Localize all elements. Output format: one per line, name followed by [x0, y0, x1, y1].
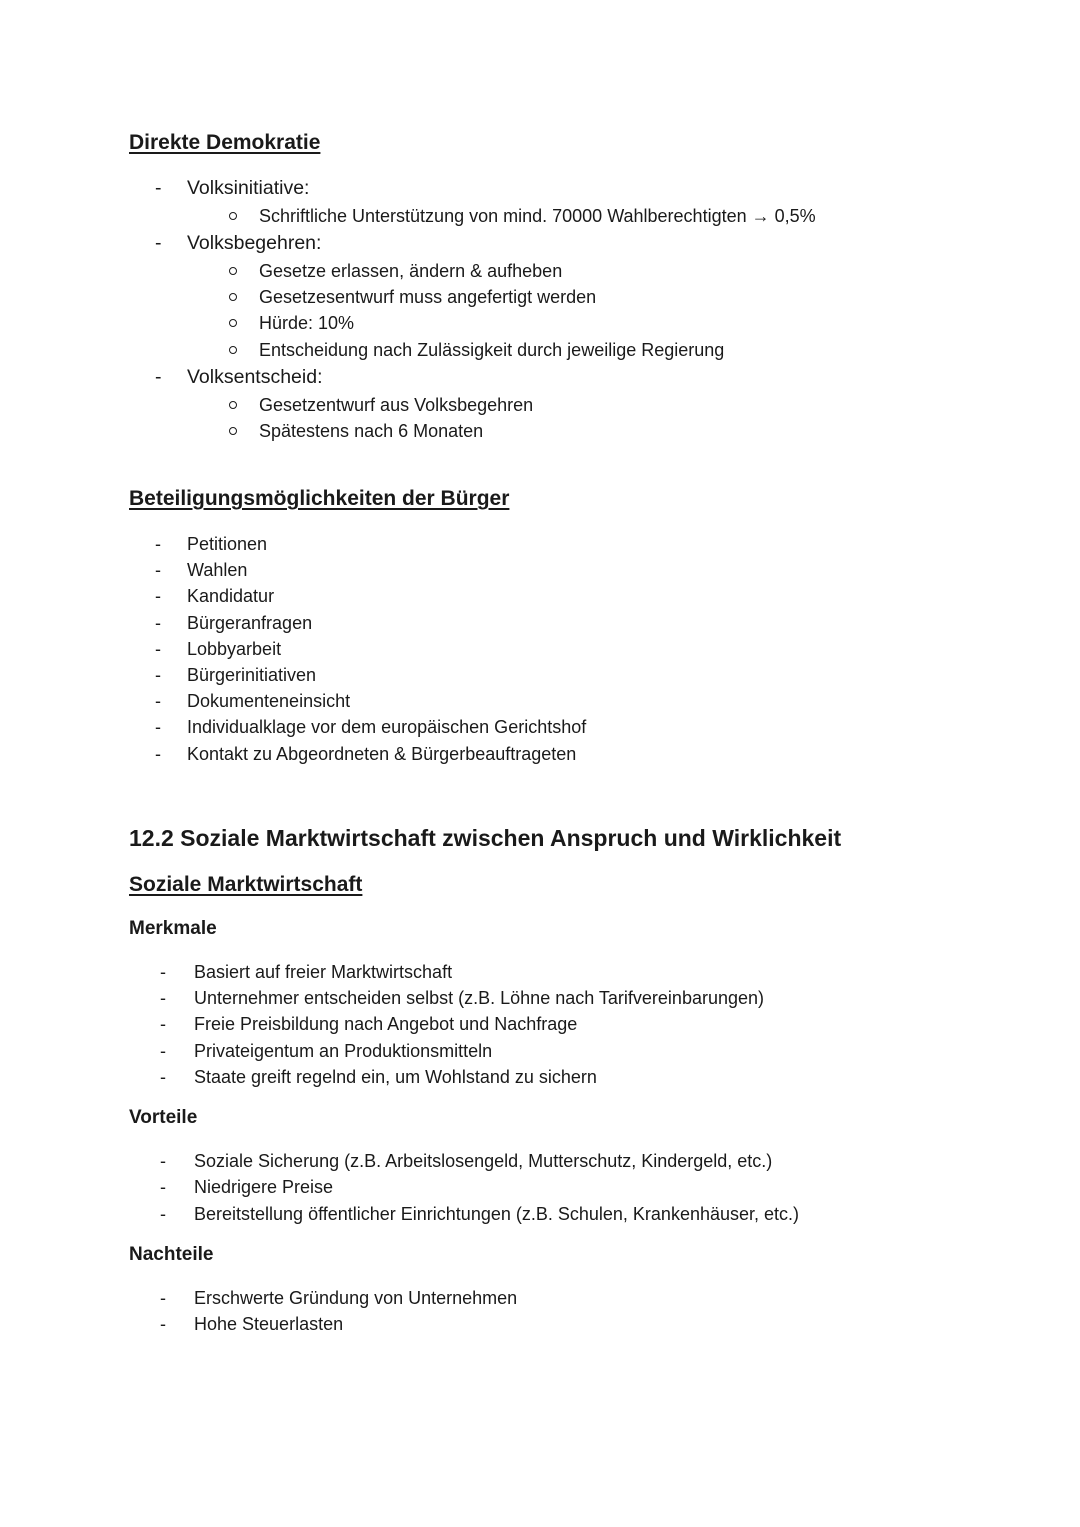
- list-item-text: Staate greift regelnd ein, um Wohlstand zu sichern: [194, 1067, 597, 1087]
- sub-list-item-text: Entscheidung nach Zulässigkeit durch jeweilige Regierung: [259, 340, 725, 360]
- list-item-text: Petitionen: [187, 534, 268, 554]
- circle-bullet-icon: [229, 427, 237, 435]
- dash-bullet: -: [155, 613, 161, 633]
- sub-list-item-text: Gesetzentwurf aus Volksbegehren: [259, 395, 534, 415]
- dash-bullet: -: [155, 744, 161, 764]
- heading-nachteile: Nachteile: [129, 1244, 214, 1265]
- heading-merkmale: Merkmale: [129, 918, 217, 939]
- list-item-text: Freie Preisbildung nach Angebot und Nachfrage: [194, 1014, 578, 1034]
- dash-bullet: -: [155, 534, 161, 554]
- heading-vorteile: Vorteile: [129, 1107, 198, 1128]
- circle-bullet-icon: [229, 319, 237, 327]
- dash-bullet: -: [160, 962, 166, 982]
- list-item-text: Privateigentum an Produktionsmitteln: [194, 1041, 493, 1061]
- dash-bullet: -: [155, 717, 161, 737]
- list-item-text: Dokumenteneinsicht: [187, 691, 351, 711]
- list-item-text: Basiert auf freier Marktwirtschaft: [194, 962, 453, 982]
- list-item-text: Individualklage vor dem europäischen Gerichtshof: [187, 717, 587, 737]
- list-item-text: Bereitstellung öffentlicher Einrichtungen (z.B. Schulen, Krankenhäuser, etc.): [194, 1204, 800, 1224]
- dash-bullet: -: [155, 177, 162, 199]
- heading-soziale-marktwirtschaft: Soziale Marktwirtschaft: [129, 873, 363, 896]
- list-item-text: Niedrigere Preise: [194, 1177, 334, 1197]
- heading-beteiligungsmoeglichkeiten: Beteiligungsmöglichkeiten der Bürger: [129, 487, 510, 510]
- heading-direkte-demokratie: Direkte Demokratie: [129, 131, 321, 154]
- sub-list-item-text: Spätestens nach 6 Monaten: [259, 421, 484, 441]
- list-item-text: Unternehmer entscheiden selbst (z.B. Löhne nach Tarifvereinbarungen): [194, 988, 765, 1008]
- dash-bullet: -: [160, 1177, 166, 1197]
- circle-bullet-icon: [229, 212, 237, 220]
- list-item-text: Lobbyarbeit: [187, 639, 282, 659]
- circle-bullet-icon: [229, 346, 237, 354]
- circle-bullet-icon: [229, 401, 237, 409]
- dash-bullet: -: [155, 665, 161, 685]
- dash-bullet: -: [155, 232, 162, 254]
- dash-bullet: -: [155, 639, 161, 659]
- dash-bullet: -: [160, 1288, 166, 1308]
- dash-bullet: -: [160, 988, 166, 1008]
- list-item-label: Volksentscheid:: [187, 366, 323, 388]
- list-item-text: Hohe Steuerlasten: [194, 1314, 344, 1334]
- list-item-text: Bürgeranfragen: [187, 613, 313, 633]
- circle-bullet-icon: [229, 293, 237, 301]
- sub-list-item-text: Schriftliche Unterstützung von mind. 70000 Wahlberechtigten → 0,5%: [259, 206, 816, 226]
- list-item-label: Volksbegehren:: [187, 232, 322, 254]
- dash-bullet: -: [160, 1014, 166, 1034]
- list-item-text: Kontakt zu Abgeordneten & Bürgerbeauftrageten: [187, 744, 577, 764]
- sub-list-item-text: Gesetze erlassen, ändern & aufheben: [259, 261, 563, 281]
- list-item-text: Kandidatur: [187, 586, 275, 606]
- dash-bullet: -: [155, 691, 161, 711]
- sub-list-item-text: Hürde: 10%: [259, 313, 355, 333]
- dash-bullet: -: [155, 560, 161, 580]
- list-item-label: Volksinitiative:: [187, 177, 310, 199]
- circle-bullet-icon: [229, 267, 237, 275]
- dash-bullet: -: [155, 366, 162, 388]
- dash-bullet: -: [160, 1151, 166, 1171]
- sub-list-item-text: Gesetzesentwurf muss angefertigt werden: [259, 287, 597, 307]
- list-item-text: Wahlen: [187, 560, 248, 580]
- list-item-text: Bürgerinitiativen: [187, 665, 317, 685]
- dash-bullet: -: [160, 1314, 166, 1334]
- chapter-title: 12.2 Soziale Marktwirtschaft zwischen Anspruch und Wirklichkeit: [129, 825, 842, 851]
- dash-bullet: -: [160, 1067, 166, 1087]
- list-item-text: Soziale Sicherung (z.B. Arbeitslosengeld, Mutterschutz, Kindergeld, etc.): [194, 1151, 773, 1171]
- dash-bullet: -: [160, 1041, 166, 1061]
- list-item-text: Erschwerte Gründung von Unternehmen: [194, 1288, 518, 1308]
- dash-bullet: -: [155, 586, 161, 606]
- dash-bullet: -: [160, 1204, 166, 1224]
